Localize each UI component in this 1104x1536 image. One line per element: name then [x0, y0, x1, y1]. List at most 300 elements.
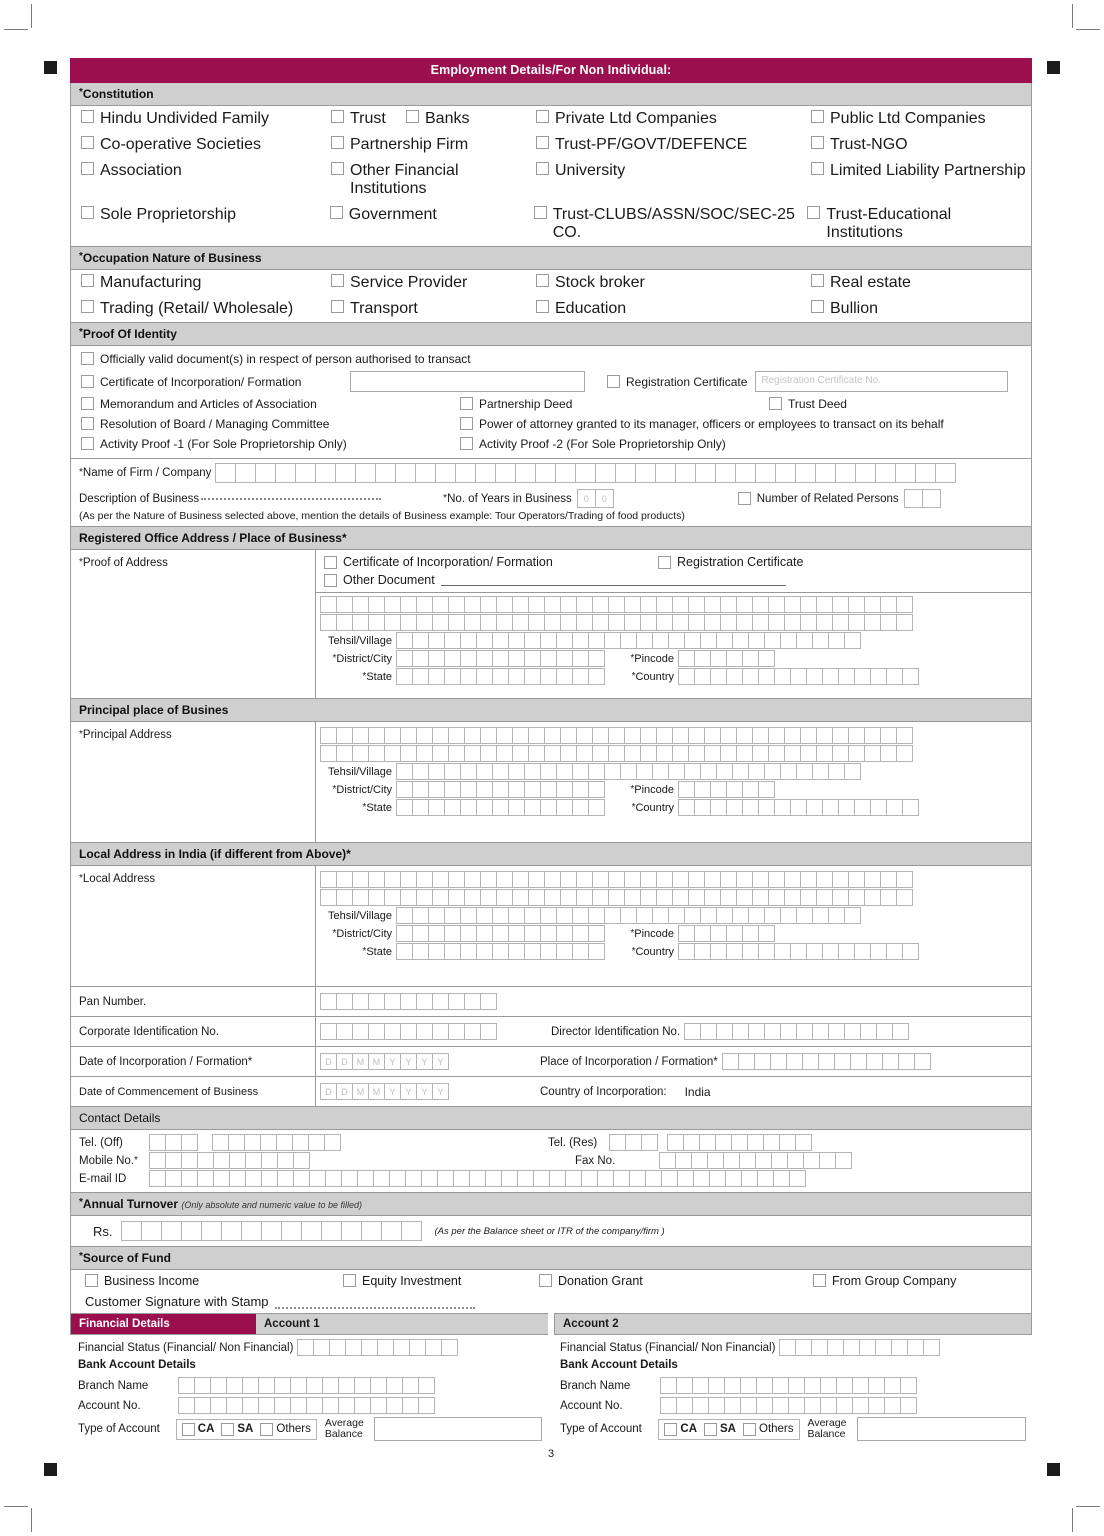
comb-cell[interactable]	[352, 993, 369, 1010]
comb-cell[interactable]	[572, 781, 589, 798]
comb-cell[interactable]: Y	[432, 1053, 449, 1070]
comb-cell[interactable]	[226, 1397, 243, 1414]
comb-cell[interactable]	[402, 1377, 419, 1394]
comb-cell[interactable]	[688, 614, 705, 631]
comb-cell[interactable]	[895, 463, 916, 483]
comb-cell[interactable]	[428, 799, 445, 816]
comb-cell[interactable]	[241, 1221, 262, 1241]
comb-cell[interactable]	[508, 650, 525, 667]
comb-cell[interactable]	[896, 727, 913, 744]
comb-cell[interactable]	[572, 668, 589, 685]
date-of-commencement-boxes[interactable]	[320, 1083, 448, 1100]
comb-cell[interactable]: Y	[416, 1053, 433, 1070]
comb-cell[interactable]	[678, 799, 695, 816]
comb-cell[interactable]	[428, 763, 445, 780]
comb-cell[interactable]	[395, 463, 416, 483]
comb-cell[interactable]	[453, 1170, 470, 1187]
comb-cell[interactable]	[512, 727, 529, 744]
comb-cell[interactable]	[672, 727, 689, 744]
principal-tehsil-boxes[interactable]	[396, 763, 860, 780]
comb-cell[interactable]	[210, 1377, 227, 1394]
comb-cell[interactable]	[812, 632, 829, 649]
reg-pincode-boxes[interactable]	[678, 650, 774, 667]
comb-cell[interactable]	[229, 1170, 246, 1187]
comb-cell[interactable]	[386, 1377, 403, 1394]
comb-cell[interactable]	[608, 745, 625, 762]
comb-cell[interactable]	[464, 889, 481, 906]
comb-cell[interactable]	[572, 763, 589, 780]
comb-cell[interactable]	[329, 1339, 346, 1356]
comb-cell[interactable]	[416, 745, 433, 762]
comb-cell[interactable]	[832, 745, 849, 762]
comb-cell[interactable]	[608, 889, 625, 906]
comb-cell[interactable]	[341, 1221, 362, 1241]
comb-cell[interactable]	[896, 614, 913, 631]
comb-cell[interactable]	[412, 943, 429, 960]
comb-cell[interactable]	[683, 1134, 700, 1151]
comb-cell[interactable]	[576, 889, 593, 906]
checkbox-icon[interactable]	[811, 274, 824, 287]
comb-cell[interactable]	[816, 871, 833, 888]
comb-cell[interactable]	[870, 668, 887, 685]
comb-cell[interactable]	[725, 1170, 742, 1187]
comb-cell[interactable]	[396, 799, 413, 816]
comb-cell[interactable]	[396, 781, 413, 798]
comb-cell[interactable]	[752, 889, 769, 906]
comb-cell[interactable]	[432, 1023, 449, 1040]
comb-cell[interactable]	[460, 925, 477, 942]
comb-cell[interactable]	[370, 1397, 387, 1414]
comb-cell[interactable]	[667, 1134, 684, 1151]
comb-cell[interactable]	[260, 1134, 277, 1151]
comb-cell[interactable]	[496, 596, 513, 613]
option-bullion[interactable]: Bullion	[811, 300, 878, 318]
comb-cell[interactable]	[764, 763, 781, 780]
comb-cell[interactable]	[508, 943, 525, 960]
comb-cell[interactable]	[149, 1152, 166, 1169]
option-manufacturing[interactable]: Manufacturing	[81, 274, 331, 292]
comb-cell[interactable]	[678, 943, 695, 960]
comb-cell[interactable]	[492, 799, 509, 816]
comb-cell[interactable]	[816, 596, 833, 613]
comb-cell[interactable]	[859, 1339, 876, 1356]
option-stock-broker[interactable]: Stock broker	[536, 274, 811, 292]
comb-cell[interactable]	[197, 1152, 214, 1169]
comb-cell[interactable]	[694, 650, 711, 667]
comb-cell[interactable]	[261, 1152, 278, 1169]
comb-cell[interactable]	[508, 925, 525, 942]
comb-cell[interactable]	[290, 1397, 307, 1414]
comb-cell[interactable]	[524, 781, 541, 798]
checkbox-icon[interactable]	[406, 110, 419, 123]
comb-cell[interactable]	[306, 1377, 323, 1394]
comb-cell[interactable]	[352, 1023, 369, 1040]
comb-cell[interactable]	[672, 596, 689, 613]
comb-cell[interactable]	[201, 1221, 222, 1241]
comb-cell[interactable]	[444, 907, 461, 924]
comb-cell[interactable]	[528, 596, 545, 613]
comb-cell[interactable]	[165, 1170, 182, 1187]
option-university[interactable]: University	[536, 162, 811, 198]
comb-cell[interactable]	[336, 614, 353, 631]
comb-cell[interactable]	[784, 889, 801, 906]
comb-cell[interactable]	[496, 871, 513, 888]
comb-cell[interactable]	[221, 1221, 242, 1241]
comb-cell[interactable]	[352, 727, 369, 744]
comb-cell[interactable]	[836, 1377, 853, 1394]
comb-cell[interactable]	[848, 745, 865, 762]
comb-cell[interactable]	[736, 871, 753, 888]
comb-cell[interactable]	[844, 1023, 861, 1040]
checkbox-icon[interactable]	[536, 136, 549, 149]
comb-cell[interactable]	[560, 871, 577, 888]
comb-cell[interactable]: D	[336, 1083, 353, 1100]
comb-cell[interactable]	[242, 1377, 259, 1394]
comb-cell[interactable]	[779, 1339, 796, 1356]
comb-cell[interactable]	[592, 727, 609, 744]
comb-cell[interactable]	[902, 668, 919, 685]
comb-cell[interactable]	[508, 763, 525, 780]
checkbox-icon[interactable]	[658, 556, 671, 569]
comb-cell[interactable]	[758, 799, 775, 816]
comb-cell[interactable]	[822, 799, 839, 816]
comb-cell[interactable]	[710, 650, 727, 667]
comb-cell[interactable]	[688, 871, 705, 888]
reg-district-boxes[interactable]	[396, 650, 604, 667]
comb-cell[interactable]	[672, 745, 689, 762]
comb-cell[interactable]	[425, 1339, 442, 1356]
comb-cell[interactable]	[716, 907, 733, 924]
comb-cell[interactable]	[336, 1023, 353, 1040]
comb-cell[interactable]	[322, 1377, 339, 1394]
comb-cell[interactable]	[352, 871, 369, 888]
comb-cell[interactable]: M	[352, 1083, 369, 1100]
comb-cell[interactable]	[592, 596, 609, 613]
comb-cell[interactable]	[301, 1221, 322, 1241]
comb-cell[interactable]	[428, 668, 445, 685]
comb-cell[interactable]	[432, 871, 449, 888]
comb-cell[interactable]	[476, 925, 493, 942]
comb-cell[interactable]	[720, 614, 737, 631]
comb-cell[interactable]	[508, 781, 525, 798]
comb-cell[interactable]	[297, 1339, 314, 1356]
comb-cell[interactable]	[922, 489, 941, 508]
comb-cell[interactable]	[694, 781, 711, 798]
comb-cell[interactable]	[544, 727, 561, 744]
comb-cell[interactable]	[396, 763, 413, 780]
comb-cell[interactable]	[656, 614, 673, 631]
comb-cell[interactable]	[524, 943, 541, 960]
comb-cell[interactable]	[752, 727, 769, 744]
checkbox-icon[interactable]	[807, 206, 820, 219]
comb-cell[interactable]	[432, 727, 449, 744]
comb-cell[interactable]	[852, 1377, 869, 1394]
comb-cell[interactable]	[560, 596, 577, 613]
comb-cell[interactable]	[528, 614, 545, 631]
comb-cell[interactable]	[684, 763, 701, 780]
comb-cell[interactable]	[441, 1339, 458, 1356]
comb-cell[interactable]	[165, 1152, 182, 1169]
comb-cell[interactable]	[844, 763, 861, 780]
checkbox-icon[interactable]	[81, 417, 94, 430]
comb-cell[interactable]	[668, 907, 685, 924]
comb-cell[interactable]	[838, 799, 855, 816]
comb-cell[interactable]	[811, 1339, 828, 1356]
comb-cell[interactable]	[320, 871, 337, 888]
option-trust-ngo[interactable]: Trust-NGO	[811, 136, 908, 154]
comb-cell[interactable]	[448, 871, 465, 888]
comb-cell[interactable]	[818, 1053, 835, 1070]
comb-cell[interactable]	[704, 745, 721, 762]
comb-cell[interactable]	[774, 799, 791, 816]
comb-cell[interactable]	[732, 1023, 749, 1040]
description-input[interactable]	[201, 498, 381, 500]
comb-cell[interactable]	[684, 632, 701, 649]
comb-cell[interactable]	[768, 745, 785, 762]
comb-cell[interactable]	[384, 614, 401, 631]
comb-cell[interactable]	[384, 993, 401, 1010]
comb-cell[interactable]	[210, 1397, 227, 1414]
principal-pincode-boxes[interactable]	[678, 781, 774, 798]
comb-cell[interactable]	[412, 907, 429, 924]
checkbox-icon[interactable]	[738, 492, 751, 505]
comb-cell[interactable]	[274, 1377, 291, 1394]
comb-cell[interactable]	[624, 745, 641, 762]
comb-cell[interactable]	[381, 1221, 402, 1241]
comb-cell[interactable]	[804, 1377, 821, 1394]
comb-cell[interactable]	[354, 1397, 371, 1414]
firm-name-boxes[interactable]	[215, 463, 955, 483]
comb-cell[interactable]	[588, 925, 605, 942]
comb-cell[interactable]	[742, 925, 759, 942]
signature-input[interactable]	[275, 1307, 475, 1309]
comb-cell[interactable]	[774, 943, 791, 960]
comb-cell[interactable]	[336, 871, 353, 888]
comb-cell[interactable]	[700, 907, 717, 924]
comb-cell[interactable]	[608, 596, 625, 613]
comb-cell[interactable]	[412, 650, 429, 667]
comb-cell[interactable]	[886, 943, 903, 960]
comb-cell[interactable]	[321, 1221, 342, 1241]
comb-cell[interactable]	[763, 1134, 780, 1151]
turnover-amount-boxes[interactable]	[121, 1221, 421, 1241]
comb-cell[interactable]: Y	[432, 1083, 449, 1100]
comb-cell[interactable]	[592, 614, 609, 631]
comb-cell[interactable]	[715, 463, 736, 483]
comb-cell[interactable]	[640, 614, 657, 631]
comb-cell[interactable]	[460, 763, 477, 780]
comb-cell[interactable]	[373, 1170, 390, 1187]
comb-cell[interactable]	[806, 943, 823, 960]
comb-cell[interactable]	[780, 1023, 797, 1040]
comb-cell[interactable]	[784, 727, 801, 744]
comb-cell[interactable]	[773, 1170, 790, 1187]
comb-cell[interactable]	[400, 727, 417, 744]
comb-cell[interactable]	[800, 889, 817, 906]
comb-cell[interactable]	[636, 632, 653, 649]
comb-cell[interactable]	[535, 463, 556, 483]
comb-cell[interactable]	[428, 907, 445, 924]
comb-cell[interactable]	[512, 871, 529, 888]
comb-cell[interactable]	[788, 1377, 805, 1394]
comb-cell[interactable]	[320, 727, 337, 744]
option-partnership-firm[interactable]: Partnership Firm	[331, 136, 536, 154]
comb-cell[interactable]	[464, 993, 481, 1010]
comb-cell[interactable]	[735, 463, 756, 483]
comb-cell[interactable]	[244, 1134, 261, 1151]
years-in-business-boxes[interactable]	[577, 489, 613, 508]
comb-cell[interactable]	[368, 1023, 385, 1040]
option-transport[interactable]: Transport	[331, 300, 536, 318]
comb-cell[interactable]	[779, 1134, 796, 1151]
comb-cell[interactable]	[864, 889, 881, 906]
comb-cell[interactable]	[355, 463, 376, 483]
checkbox-icon[interactable]	[664, 1423, 677, 1436]
comb-cell[interactable]	[898, 1053, 915, 1070]
comb-cell[interactable]	[428, 943, 445, 960]
comb-cell[interactable]	[320, 614, 337, 631]
comb-cell[interactable]	[402, 1397, 419, 1414]
comb-cell[interactable]	[820, 1377, 837, 1394]
comb-cell[interactable]	[882, 1053, 899, 1070]
comb-cell[interactable]	[748, 907, 765, 924]
comb-cell[interactable]	[352, 745, 369, 762]
comb-cell[interactable]	[588, 632, 605, 649]
comb-cell[interactable]	[820, 1397, 837, 1414]
comb-cell[interactable]	[740, 1377, 757, 1394]
comb-cell[interactable]	[524, 632, 541, 649]
checkbox-icon[interactable]	[743, 1423, 756, 1436]
comb-cell[interactable]	[604, 763, 621, 780]
comb-cell[interactable]	[790, 668, 807, 685]
comb-cell[interactable]	[691, 1152, 708, 1169]
comb-cell[interactable]	[880, 745, 897, 762]
comb-cell[interactable]	[290, 1377, 307, 1394]
comb-cell[interactable]	[629, 1170, 646, 1187]
comb-cell[interactable]: Y	[384, 1083, 401, 1100]
comb-cell[interactable]	[796, 763, 813, 780]
comb-cell[interactable]	[645, 1170, 662, 1187]
comb-cell[interactable]	[565, 1170, 582, 1187]
comb-cell[interactable]	[480, 889, 497, 906]
comb-cell[interactable]	[742, 668, 759, 685]
comb-cell[interactable]	[560, 889, 577, 906]
comb-cell[interactable]	[675, 463, 696, 483]
comb-cell[interactable]	[695, 463, 716, 483]
comb-cell[interactable]	[228, 1134, 245, 1151]
comb-cell[interactable]	[732, 907, 749, 924]
comb-cell[interactable]	[581, 1170, 598, 1187]
comb-cell[interactable]	[258, 1397, 275, 1414]
comb-cell[interactable]	[575, 463, 596, 483]
comb-cell[interactable]	[464, 727, 481, 744]
comb-cell[interactable]	[636, 907, 653, 924]
comb-cell[interactable]	[677, 1170, 694, 1187]
comb-cell[interactable]	[361, 1221, 382, 1241]
comb-cell[interactable]	[432, 596, 449, 613]
comb-cell[interactable]	[852, 1397, 869, 1414]
comb-cell[interactable]	[832, 596, 849, 613]
comb-cell[interactable]	[480, 727, 497, 744]
comb-cell[interactable]	[635, 463, 656, 483]
checkbox-icon[interactable]	[811, 300, 824, 313]
comb-cell[interactable]	[336, 596, 353, 613]
comb-cell[interactable]	[572, 632, 589, 649]
comb-cell[interactable]	[464, 596, 481, 613]
comb-cell[interactable]	[492, 763, 509, 780]
comb-cell[interactable]	[710, 781, 727, 798]
comb-cell[interactable]	[758, 925, 775, 942]
comb-cell[interactable]	[277, 1170, 294, 1187]
comb-cell[interactable]	[752, 596, 769, 613]
comb-cell[interactable]	[672, 871, 689, 888]
comb-cell[interactable]	[354, 1377, 371, 1394]
comb-cell[interactable]	[655, 463, 676, 483]
comb-cell[interactable]	[672, 889, 689, 906]
reg-address-line-2[interactable]	[320, 614, 1027, 631]
comb-cell[interactable]	[213, 1170, 230, 1187]
comb-cell[interactable]	[540, 799, 557, 816]
option-public-ltd-companies[interactable]: Public Ltd Companies	[811, 110, 986, 128]
option-trust[interactable]: Trust	[331, 110, 406, 128]
comb-cell[interactable]	[508, 907, 525, 924]
checkbox-icon[interactable]	[330, 206, 343, 219]
checkbox-icon[interactable]	[536, 162, 549, 175]
comb-cell[interactable]	[816, 889, 833, 906]
local-address-line-1[interactable]	[320, 871, 1027, 888]
comb-cell[interactable]	[812, 907, 829, 924]
comb-cell[interactable]	[803, 1152, 820, 1169]
comb-cell[interactable]	[866, 1053, 883, 1070]
comb-cell[interactable]	[640, 889, 657, 906]
checkbox-icon[interactable]	[343, 1274, 356, 1287]
comb-cell[interactable]	[864, 614, 881, 631]
comb-cell[interactable]	[476, 943, 493, 960]
comb-cell[interactable]	[656, 727, 673, 744]
certificate-of-incorporation-input[interactable]	[350, 371, 585, 392]
comb-cell[interactable]	[822, 943, 839, 960]
comb-cell[interactable]	[212, 1134, 229, 1151]
comb-cell[interactable]	[676, 1397, 693, 1414]
account1-branch-boxes[interactable]	[178, 1377, 434, 1394]
comb-cell[interactable]	[768, 889, 785, 906]
comb-cell[interactable]	[784, 596, 801, 613]
comb-cell[interactable]	[384, 727, 401, 744]
comb-cell[interactable]	[843, 1339, 860, 1356]
comb-cell[interactable]	[724, 1377, 741, 1394]
comb-cell[interactable]	[715, 1134, 732, 1151]
comb-cell[interactable]	[444, 925, 461, 942]
comb-cell[interactable]	[838, 668, 855, 685]
comb-cell[interactable]	[756, 1377, 773, 1394]
comb-cell[interactable]	[678, 925, 695, 942]
comb-cell[interactable]	[435, 463, 456, 483]
comb-cell[interactable]	[501, 1170, 518, 1187]
comb-cell[interactable]	[495, 463, 516, 483]
comb-cell[interactable]: Y	[400, 1083, 417, 1100]
comb-cell[interactable]	[528, 889, 545, 906]
comb-cell[interactable]	[528, 871, 545, 888]
comb-cell[interactable]	[827, 1339, 844, 1356]
comb-cell[interactable]	[597, 1170, 614, 1187]
comb-cell[interactable]	[902, 943, 919, 960]
comb-cell[interactable]	[819, 1152, 836, 1169]
checkbox-icon[interactable]	[81, 162, 94, 175]
comb-cell[interactable]	[892, 1023, 909, 1040]
comb-cell[interactable]	[141, 1221, 162, 1241]
comb-cell[interactable]	[261, 1221, 282, 1241]
comb-cell[interactable]	[338, 1397, 355, 1414]
